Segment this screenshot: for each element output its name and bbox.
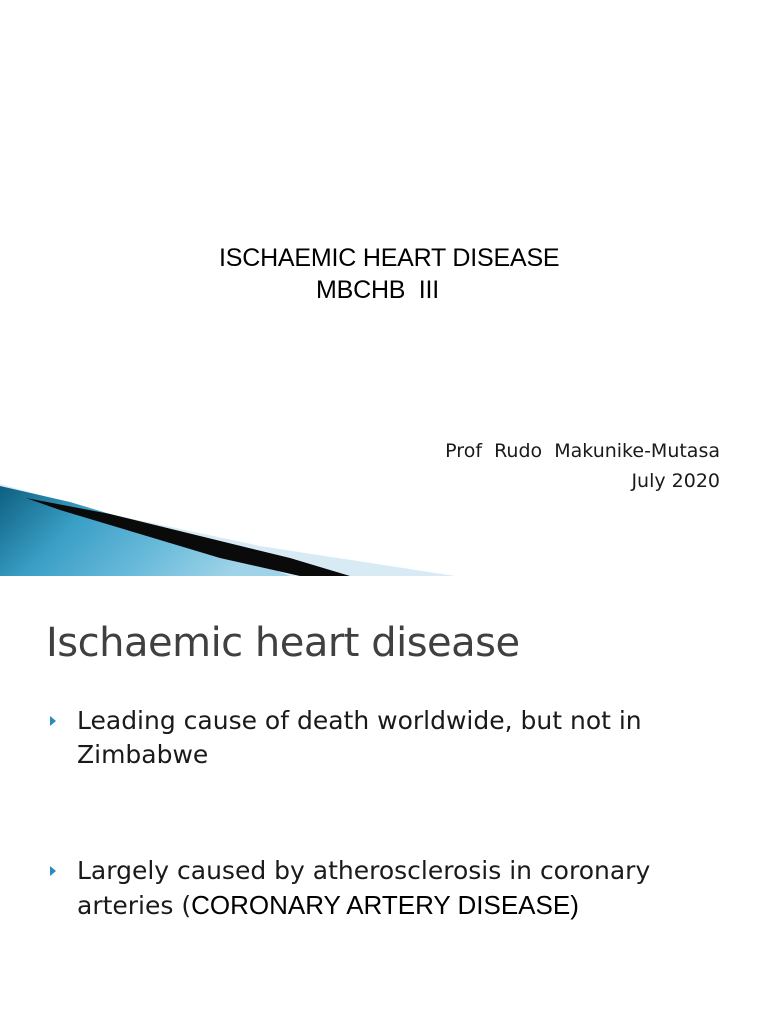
slide-title: ISCHAEMIC HEART DISEASE xyxy=(219,244,560,272)
decorative-swoosh xyxy=(0,470,768,576)
bullet-emphasis: CORONARY ARTERY DISEASE) xyxy=(191,890,579,920)
author-name: Prof Rudo Makunike-Mutasa xyxy=(445,440,720,462)
presentation-date: July 2020 xyxy=(631,470,720,492)
triangle-right-icon xyxy=(50,866,56,876)
slide-subtitle: MBCHB III xyxy=(316,276,440,304)
bullet-text-main: Largely caused by atherosclerosis in coronary arteries ( xyxy=(77,856,651,920)
bullet-item xyxy=(50,854,740,923)
triangle-right-icon xyxy=(50,716,56,726)
bullet-text: Leading cause of death worldwide, but not in Zimbabwe xyxy=(77,706,642,769)
bullet-text xyxy=(77,854,740,923)
content-slide-title: Ischaemic heart disease xyxy=(46,620,520,666)
content-slide xyxy=(0,576,768,1024)
bullet-item xyxy=(50,704,740,772)
